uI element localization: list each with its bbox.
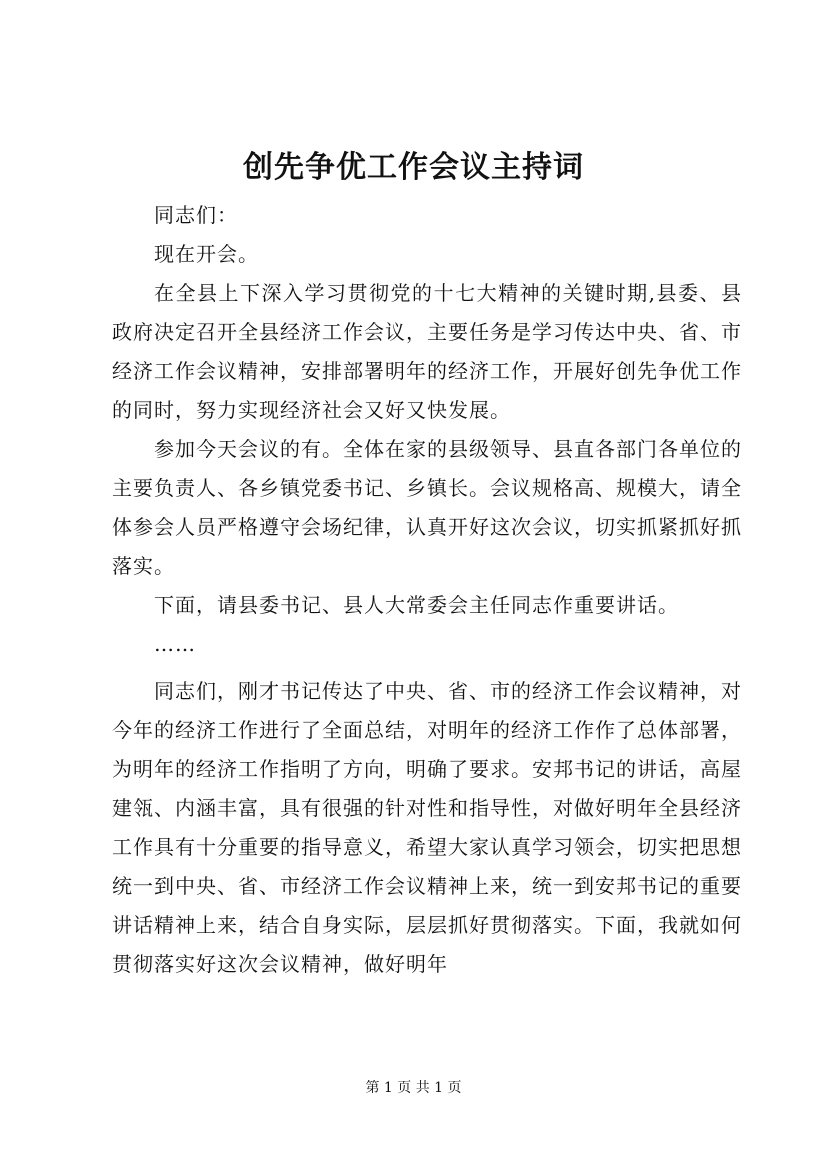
paragraph-purpose: 在全县上下深入学习贯彻党的十七大精神的关键时期,县委、县政府决定召开全县经济工作会议，主要任务是学习传达中央、省、市经济工作会议精神，安排部署明年的经济工作，开展好创先争优工作的同时，努力实现经济社会又好又快发展。 (112, 281, 742, 422)
document-title: 创先争优工作会议主持词 (243, 150, 584, 185)
paragraph-attendees: 参加今天会议的有。全体在家的县级领导、县直各部门各单位的主要负责人、各乡镇党委书记、乡镇长。会议规格高、规模大，请全体参会人员严格遵守会场纪律，认真开好这次会议，切实抓紧抓好抓落实。 (112, 437, 742, 578)
paragraph-greeting: 同志们： (154, 203, 238, 227)
paragraph-closing: 同志们，刚才书记传达了中央、省、市的经济工作会议精神，对今年的经济工作进行了全面总结，对明年的经济工作作了总体部署，为明年的经济工作指明了方向，明确了要求。安邦书记的讲话，高屋建瓴、内涵丰富，具有很强的针对性和指导性，对做好明年全县经济工作具有十分重要的指导意义，希望大家认真学习领会，切实把思想统一到中央、省、市经济工作会议精神上来，统一到安邦书记的重要讲话精神上来，结合自身实际，层层抓好贯彻落实。下面，我就如何贯彻落实好这次会议精神，做好明年 (112, 679, 742, 976)
ellipsis-marker: …… (154, 632, 196, 656)
paragraph-speaker-intro: 下面，请县委书记、县人大常委会主任同志作重要讲话。 (154, 593, 679, 617)
paragraph-opening: 现在开会。 (154, 242, 259, 266)
paragraph-gap (112, 664, 742, 672)
page-footer: 第 1 页 共 1 页 (365, 1080, 462, 1096)
document-body (112, 196, 742, 984)
